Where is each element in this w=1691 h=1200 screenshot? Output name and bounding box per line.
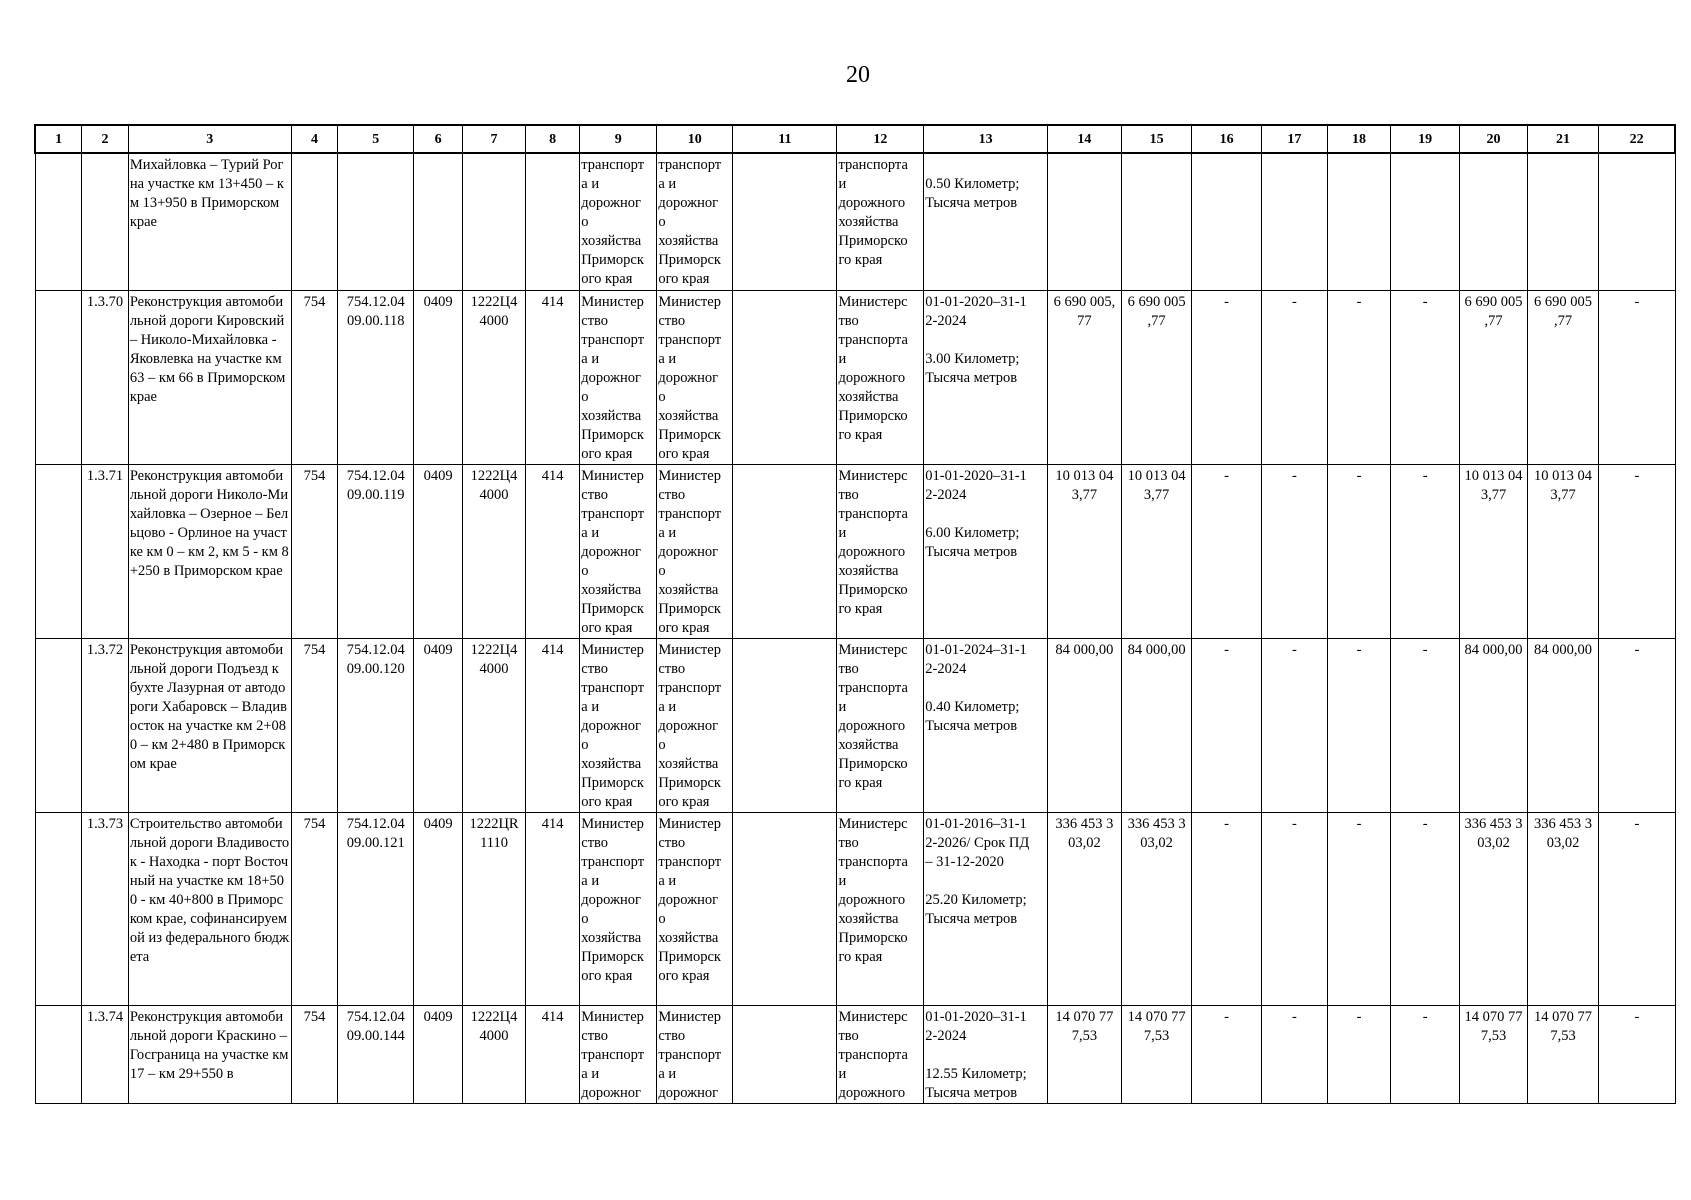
- cell-col-7: 1222Ц4 4000: [463, 639, 526, 813]
- cell-col-16: -: [1192, 813, 1261, 1006]
- cell-col-13: 01-01-2020–31-1 2-2024 3.00 Километр; Тысяча метров: [924, 291, 1048, 465]
- cell-col-11: [733, 153, 837, 291]
- cell-col-19: -: [1390, 639, 1459, 813]
- cell-col-8: 414: [526, 639, 580, 813]
- cell-col-17: -: [1261, 1006, 1327, 1104]
- cell-col-21: 6 690 005 ,77: [1527, 291, 1599, 465]
- cell-col-8: 414: [526, 291, 580, 465]
- cell-col-10: Министер ство транспорт а и дорожног о хозяйства Приморск ого края: [657, 291, 733, 465]
- cell-col-5: 754.12.04 09.00.118: [338, 291, 414, 465]
- cell-col-16: -: [1192, 639, 1261, 813]
- budget-table: [34, 124, 1676, 1104]
- cell-col-17: -: [1261, 639, 1327, 813]
- cell-col-22: -: [1599, 1006, 1675, 1104]
- cell-col-18: -: [1328, 813, 1391, 1006]
- cell-col-22: -: [1599, 465, 1675, 639]
- cell-col-16: -: [1192, 291, 1261, 465]
- cell-col-1: [35, 1006, 82, 1104]
- cell-col-17: -: [1261, 291, 1327, 465]
- cell-col-5: 754.12.04 09.00.119: [338, 465, 414, 639]
- cell-col-20: 10 013 04 3,77: [1460, 465, 1527, 639]
- cell-col-21: 84 000,00: [1527, 639, 1599, 813]
- cell-col-8: 414: [526, 465, 580, 639]
- cell-name: Строительство автомобильной дороги Владивосток - Находка - порт Восточный на участке км 18+500 - км 40+800 в Приморском крае, софинансируемой из федерального бюджета: [128, 813, 291, 1006]
- table-row: [35, 813, 1675, 1006]
- cell-col-15: 84 000,00: [1121, 639, 1192, 813]
- column-header-11: 11: [733, 125, 837, 153]
- cell-col-2: 1.3.73: [82, 813, 129, 1006]
- cell-col-8: 414: [526, 1006, 580, 1104]
- cell-col-13: 0.50 Километр; Тысяча метров: [924, 153, 1048, 291]
- cell-col-7: 1222Ц4 4000: [463, 1006, 526, 1104]
- column-header-8: 8: [526, 125, 580, 153]
- cell-col-4: [291, 153, 338, 291]
- column-header-21: 21: [1527, 125, 1599, 153]
- cell-col-6: [414, 153, 463, 291]
- cell-col-11: [733, 1006, 837, 1104]
- table-row: [35, 465, 1675, 639]
- cell-col-4: 754: [291, 639, 338, 813]
- column-header-6: 6: [414, 125, 463, 153]
- cell-col-18: -: [1328, 291, 1391, 465]
- column-header-13: 13: [924, 125, 1048, 153]
- cell-col-18: [1328, 153, 1391, 291]
- cell-col-12: Министерс тво транспорта и дорожного хозяйства Приморско го края: [837, 639, 924, 813]
- cell-col-17: -: [1261, 813, 1327, 1006]
- cell-col-6: 0409: [414, 639, 463, 813]
- cell-col-6: 0409: [414, 1006, 463, 1104]
- cell-col-2: 1.3.72: [82, 639, 129, 813]
- cell-col-21: 10 013 04 3,77: [1527, 465, 1599, 639]
- cell-col-15: [1121, 153, 1192, 291]
- cell-col-5: 754.12.04 09.00.120: [338, 639, 414, 813]
- cell-col-13: 01-01-2020–31-1 2-2024 12.55 Километр; Тысяча метров: [924, 1006, 1048, 1104]
- cell-col-19: -: [1390, 1006, 1459, 1104]
- column-header-18: 18: [1328, 125, 1391, 153]
- cell-col-1: [35, 153, 82, 291]
- cell-col-7: [463, 153, 526, 291]
- cell-col-15: 10 013 04 3,77: [1121, 465, 1192, 639]
- cell-col-16: [1192, 153, 1261, 291]
- cell-col-19: -: [1390, 291, 1459, 465]
- cell-col-9: Министер ство транспорт а и дорожног о хозяйства Приморск ого края: [580, 291, 657, 465]
- cell-col-11: [733, 291, 837, 465]
- page-number: 20: [846, 62, 870, 88]
- column-header-3: 3: [128, 125, 291, 153]
- cell-name: Реконструкция автомобильной дороги Краскино – Госграница на участке км 17 – км 29+550 в: [128, 1006, 291, 1104]
- cell-col-10: Министер ство транспорт а и дорожног о хозяйства Приморск ого края: [657, 813, 733, 1006]
- table-row: [35, 1006, 1675, 1104]
- cell-col-18: -: [1328, 1006, 1391, 1104]
- cell-col-12: транспорта и дорожного хозяйства Приморско го края: [837, 153, 924, 291]
- cell-col-18: -: [1328, 639, 1391, 813]
- cell-col-2: [82, 153, 129, 291]
- cell-col-17: -: [1261, 465, 1327, 639]
- cell-col-11: [733, 465, 837, 639]
- cell-col-13: 01-01-2016–31-1 2-2026/ Срок ПД – 31-12-2020 25.20 Километр; Тысяча метров: [924, 813, 1048, 1006]
- cell-col-5: [338, 153, 414, 291]
- cell-col-13: 01-01-2020–31-1 2-2024 6.00 Километр; Тысяча метров: [924, 465, 1048, 639]
- cell-col-1: [35, 813, 82, 1006]
- cell-col-11: [733, 639, 837, 813]
- cell-col-22: -: [1599, 291, 1675, 465]
- cell-col-1: [35, 639, 82, 813]
- cell-col-16: -: [1192, 465, 1261, 639]
- cell-col-15: 14 070 77 7,53: [1121, 1006, 1192, 1104]
- cell-col-19: -: [1390, 813, 1459, 1006]
- column-header-17: 17: [1261, 125, 1327, 153]
- cell-col-20: 84 000,00: [1460, 639, 1527, 813]
- cell-col-2: 1.3.70: [82, 291, 129, 465]
- cell-col-11: [733, 813, 837, 1006]
- cell-col-10: Министер ство транспорт а и дорожног о хозяйства Приморск ого края: [657, 639, 733, 813]
- cell-col-8: 414: [526, 813, 580, 1006]
- cell-col-14: 336 453 3 03,02: [1048, 813, 1122, 1006]
- cell-col-2: 1.3.71: [82, 465, 129, 639]
- column-header-20: 20: [1460, 125, 1527, 153]
- cell-col-14: 84 000,00: [1048, 639, 1122, 813]
- cell-col-15: 336 453 3 03,02: [1121, 813, 1192, 1006]
- column-header-1: 1: [35, 125, 82, 153]
- cell-col-20: 14 070 77 7,53: [1460, 1006, 1527, 1104]
- cell-col-1: [35, 465, 82, 639]
- cell-col-19: -: [1390, 465, 1459, 639]
- cell-col-14: 14 070 77 7,53: [1048, 1006, 1122, 1104]
- cell-col-20: [1460, 153, 1527, 291]
- cell-col-19: [1390, 153, 1459, 291]
- column-header-12: 12: [837, 125, 924, 153]
- column-header-14: 14: [1048, 125, 1122, 153]
- cell-col-9: транспорт а и дорожног о хозяйства Приморск ого края: [580, 153, 657, 291]
- cell-col-16: -: [1192, 1006, 1261, 1104]
- cell-col-13: 01-01-2024–31-1 2-2024 0.40 Километр; Тысяча метров: [924, 639, 1048, 813]
- cell-col-12: Министерс тво транспорта и дорожного хозяйства Приморско го края: [837, 465, 924, 639]
- cell-col-18: -: [1328, 465, 1391, 639]
- cell-col-6: 0409: [414, 291, 463, 465]
- cell-col-22: [1599, 153, 1675, 291]
- cell-col-12: Министерс тво транспорта и дорожного хозяйства Приморско го края: [837, 291, 924, 465]
- column-header-19: 19: [1390, 125, 1459, 153]
- cell-col-9: Министер ство транспорт а и дорожног о хозяйства Приморск ого края: [580, 813, 657, 1006]
- cell-col-10: Министер ство транспорт а и дорожног о хозяйства Приморск ого края: [657, 465, 733, 639]
- column-header-4: 4: [291, 125, 338, 153]
- cell-col-21: 14 070 77 7,53: [1527, 1006, 1599, 1104]
- cell-name: Михайловка – Турий Рог на участке км 13+450 – км 13+950 в Приморском крае: [128, 153, 291, 291]
- cell-col-4: 754: [291, 465, 338, 639]
- cell-col-4: 754: [291, 813, 338, 1006]
- column-header-15: 15: [1121, 125, 1192, 153]
- column-header-9: 9: [580, 125, 657, 153]
- table-row: [35, 291, 1675, 465]
- cell-col-4: 754: [291, 291, 338, 465]
- column-header-7: 7: [463, 125, 526, 153]
- cell-col-9: Министер ство транспорт а и дорожног: [580, 1006, 657, 1104]
- cell-col-6: 0409: [414, 813, 463, 1006]
- cell-col-1: [35, 291, 82, 465]
- cell-col-21: 336 453 3 03,02: [1527, 813, 1599, 1006]
- cell-col-9: Министер ство транспорт а и дорожног о хозяйства Приморск ого края: [580, 465, 657, 639]
- table-row: [35, 639, 1675, 813]
- cell-col-7: 1222Ц4 4000: [463, 465, 526, 639]
- cell-col-9: Министер ство транспорт а и дорожног о хозяйства Приморск ого края: [580, 639, 657, 813]
- column-header-16: 16: [1192, 125, 1261, 153]
- cell-col-5: 754.12.04 09.00.121: [338, 813, 414, 1006]
- cell-col-22: -: [1599, 813, 1675, 1006]
- column-header-5: 5: [338, 125, 414, 153]
- column-header-10: 10: [657, 125, 733, 153]
- cell-col-8: [526, 153, 580, 291]
- cell-col-14: 6 690 005, 77: [1048, 291, 1122, 465]
- cell-col-14: 10 013 04 3,77: [1048, 465, 1122, 639]
- cell-col-17: [1261, 153, 1327, 291]
- cell-col-12: Министерс тво транспорта и дорожного хозяйства Приморско го края: [837, 813, 924, 1006]
- cell-col-5: 754.12.04 09.00.144: [338, 1006, 414, 1104]
- cell-col-10: Министер ство транспорт а и дорожног: [657, 1006, 733, 1104]
- cell-col-21: [1527, 153, 1599, 291]
- column-header-22: 22: [1599, 125, 1675, 153]
- cell-col-7: 1222ЦR 1110: [463, 813, 526, 1006]
- cell-col-22: -: [1599, 639, 1675, 813]
- cell-col-12: Министерс тво транспорта и дорожного: [837, 1006, 924, 1104]
- cell-col-4: 754: [291, 1006, 338, 1104]
- header-row: [35, 125, 1675, 153]
- cell-name: Реконструкция автомобильной дороги Кировский – Николо-Михайловка - Яковлевка на участке км 63 – км 66 в Приморском крае: [128, 291, 291, 465]
- cell-col-6: 0409: [414, 465, 463, 639]
- cell-name: Реконструкция автомобильной дороги Николо-Михайловка – Озерное – Бельцово - Орлиное на участке км 0 – км 2, км 5 - км 8+250 в Приморском крае: [128, 465, 291, 639]
- cell-col-20: 336 453 3 03,02: [1460, 813, 1527, 1006]
- cell-col-7: 1222Ц4 4000: [463, 291, 526, 465]
- column-header-2: 2: [82, 125, 129, 153]
- cell-name: Реконструкция автомобильной дороги Подъезд к бухте Лазурная от автодороги Хабаровск – Владивосток на участке км 2+080 – км 2+480 в Приморском крае: [128, 639, 291, 813]
- cell-col-20: 6 690 005 ,77: [1460, 291, 1527, 465]
- cell-col-14: [1048, 153, 1122, 291]
- cell-col-2: 1.3.74: [82, 1006, 129, 1104]
- cell-col-10: транспорт а и дорожног о хозяйства Приморск ого края: [657, 153, 733, 291]
- cell-col-15: 6 690 005 ,77: [1121, 291, 1192, 465]
- table-row: [35, 153, 1675, 291]
